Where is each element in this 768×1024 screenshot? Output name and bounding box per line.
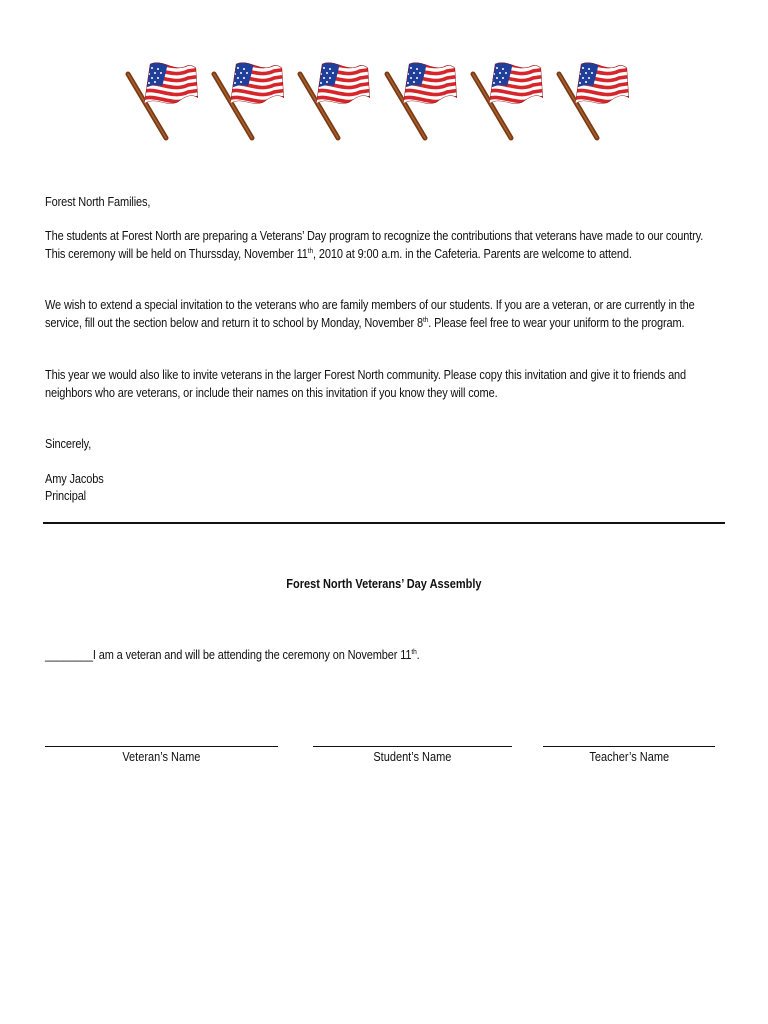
paragraph-text: , 2010 at 9:00 a.m. in the Cafeteria. Parents are welcome to attend.	[313, 246, 632, 261]
student-name-line[interactable]	[313, 746, 512, 747]
attendance-statement	[45, 647, 725, 665]
attendance-checkbox-line[interactable]: ________	[45, 648, 93, 662]
superscript: th	[307, 245, 314, 255]
superscript: th	[422, 314, 429, 324]
label-text: Student’s Name	[373, 750, 452, 764]
veteran-name-label	[45, 750, 278, 764]
paragraph-special-invitation	[45, 297, 725, 332]
label-text: Veteran’s Name	[122, 750, 201, 764]
superscript: th	[411, 647, 417, 656]
statement-text: I am a veteran and will be attending the ceremony on November 11	[92, 648, 412, 662]
form-title	[0, 577, 768, 591]
american-flag-icon	[294, 60, 372, 142]
form-title-text: Forest North Veterans’ Day Assembly	[286, 577, 482, 591]
student-name-label	[313, 750, 512, 764]
signer-name: Amy Jacobs	[45, 472, 104, 486]
paragraph-program-announcement	[45, 228, 725, 263]
tear-off-divider	[43, 522, 725, 524]
american-flag-icon	[122, 60, 200, 142]
american-flag-icon	[467, 60, 545, 142]
label-text: Teacher’s Name	[589, 750, 669, 764]
teacher-name-line[interactable]	[543, 746, 715, 747]
veteran-name-line[interactable]	[45, 746, 278, 747]
closing: Sincerely,	[45, 437, 92, 451]
flag-banner	[0, 60, 768, 142]
signer-title: Principal	[45, 489, 87, 503]
paragraph-text: The students at Forest North are preparing a Veterans’ Day program to recognize the contributions that veterans have made to our country. This ceremony will be held on Thurssday, November 11	[45, 229, 704, 261]
paragraph-text: . Please feel free to wear your uniform to the program.	[428, 315, 685, 330]
american-flag-icon	[553, 60, 631, 142]
american-flag-icon	[381, 60, 459, 142]
paragraph-community-invitation: This year we would also like to invite veterans in the larger Forest North community. Please copy this invitation and give it to friends and neighbors who are veterans, or include their names on this invitation if you know they will come.	[45, 368, 687, 400]
statement-text: .	[416, 648, 420, 662]
greeting: Forest North Families,	[45, 195, 151, 209]
teacher-name-label	[543, 750, 715, 764]
american-flag-icon	[208, 60, 286, 142]
paragraph-text: We wish to extend a special invitation to the veterans who are family members of our students. If you are a veteran, or are currently in the service, fill out the section below and return it to school by Monday, November 8	[45, 298, 695, 330]
